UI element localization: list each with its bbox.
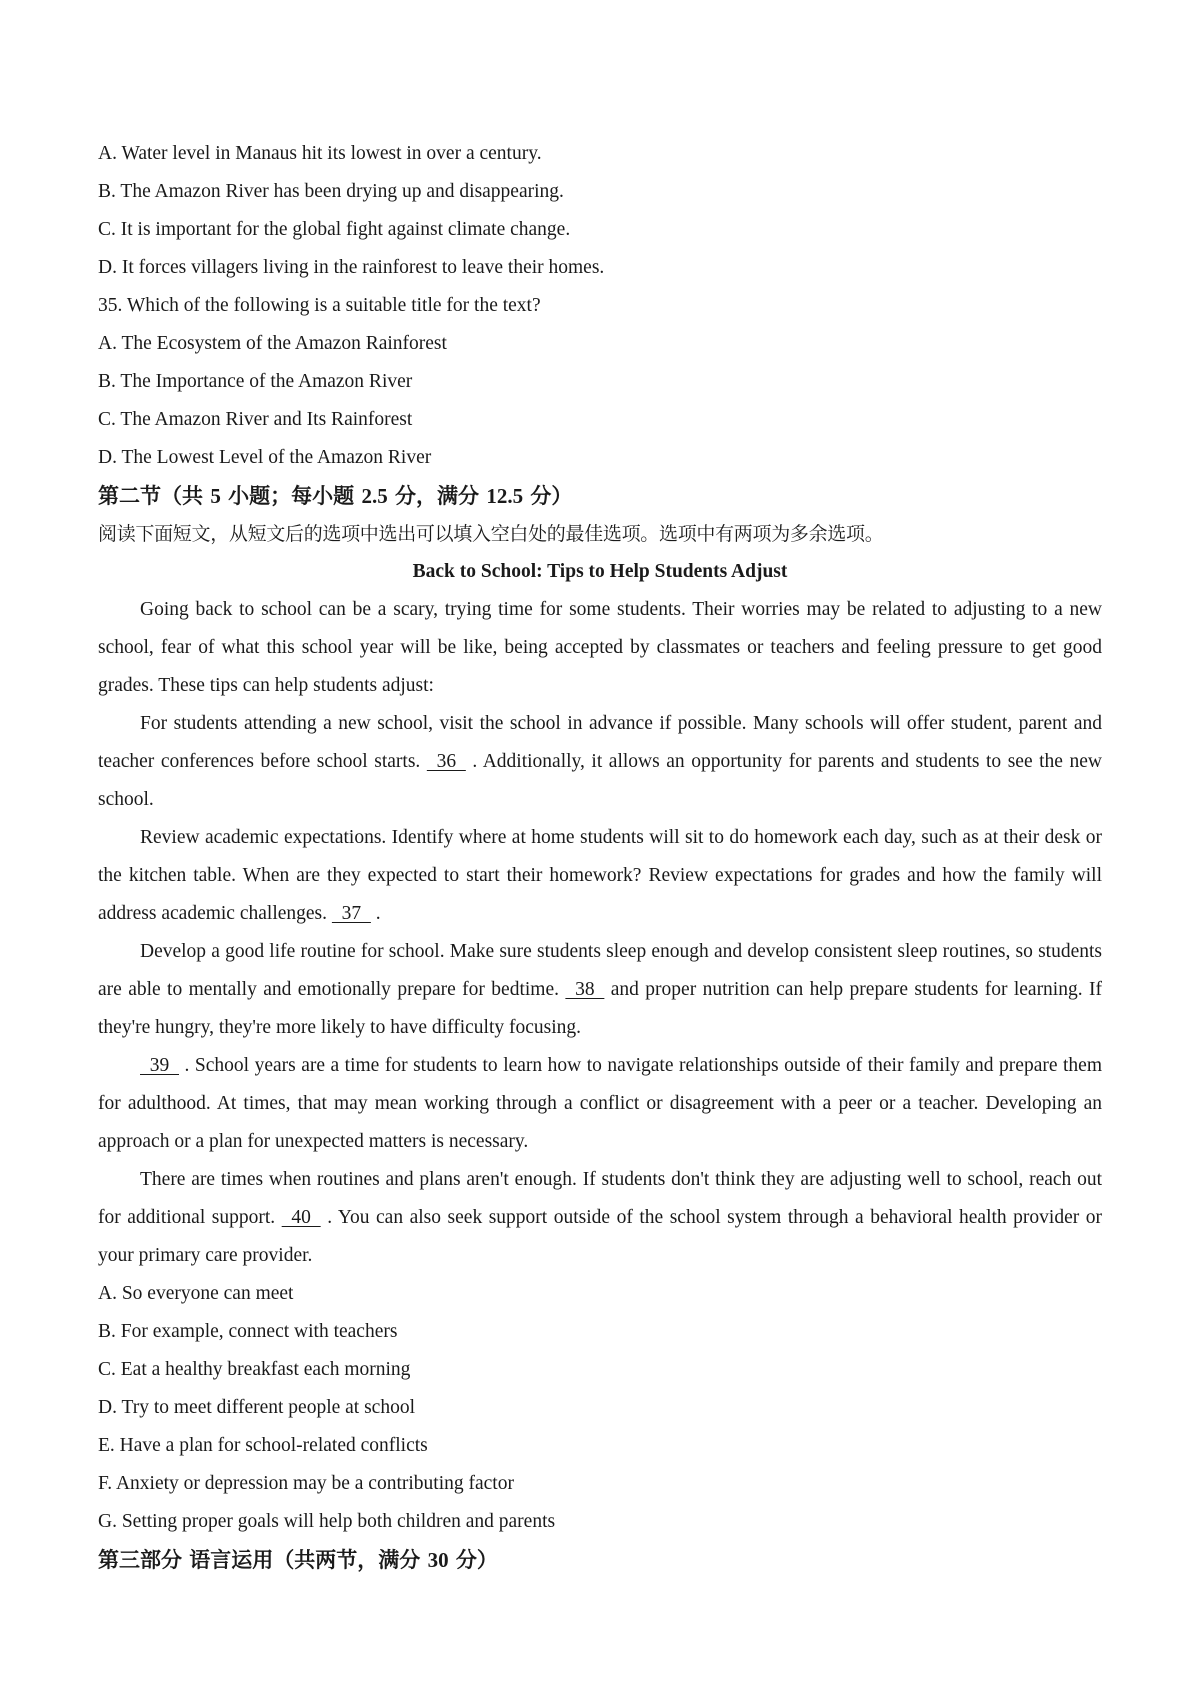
q35-option-b: B. The Importance of the Amazon River [98, 371, 413, 392]
passage-paragraph-2: For students attending a new school, visit the school in advance if possible. Many schools will offer student, parent and teacher conferences before school starts. 36 . Additionally, it allows an opportunity for parents and students to see the new school. [98, 713, 1102, 810]
blank-37: 37 [331, 903, 371, 924]
choice-f: F. Anxiety or depression may be a contributing factor [98, 1473, 514, 1494]
blank-39: 39 [140, 1055, 179, 1076]
q35-option-d: D. The Lowest Level of the Amazon River [98, 447, 432, 468]
blank-36: 36 [426, 751, 466, 772]
q35-option-c: C. The Amazon River and Its Rainforest [98, 409, 413, 430]
q35-option-a: A. The Ecosystem of the Amazon Rainforest [98, 333, 447, 354]
passage-paragraph-4: Develop a good life routine for school. Make sure students sleep enough and develop consistent sleep routines, so students are able to mentally and emotionally prepare for bedtime. 38 and proper nutrition can help prepare students for learning. If they're hungry, they're more likely to have difficulty focusing. [98, 941, 1102, 1038]
q35-question: 35. Which of the following is a suitable title for the text? [98, 295, 541, 316]
q34-option-a: A. Water level in Manaus hit its lowest in over a century. [98, 143, 542, 164]
choice-d: D. Try to meet different people at school [98, 1397, 415, 1418]
blank-38: 38 [565, 979, 605, 1000]
choice-b: B. For example, connect with teachers [98, 1321, 398, 1342]
q34-option-c: C. It is important for the global fight against climate change. [98, 219, 571, 240]
passage-paragraph-6: There are times when routines and plans aren't enough. If students don't think they are adjusting well to school, reach out for additional support. 40 . You can also seek support outside of the school system through a behavioral health provider or your primary care provider. [98, 1169, 1103, 1266]
choice-e: E. Have a plan for school-related conflicts [98, 1435, 428, 1456]
q34-option-b: B. The Amazon River has been drying up and disappearing. [98, 181, 564, 202]
section2-heading: 第二节（共 5 小题；每小题 2.5 分，满分 12.5 分） [98, 483, 573, 508]
part3-heading: 第三部分 语言运用（共两节，满分 30 分） [98, 1547, 498, 1572]
choice-g: G. Setting proper goals will help both children and parents [98, 1511, 556, 1532]
section2-instruction: 阅读下面短文，从短文后的选项中选出可以填入空白处的最佳选项。选项中有两项为多余选项。 [98, 523, 884, 545]
q34-option-d: D. It forces villagers living in the rainforest to leave their homes. [98, 257, 605, 278]
passage-paragraph-1: Going back to school can be a scary, trying time for some students. Their worries may be related to adjusting to a new school, fear of what this school year will be like, being accepted by classmates or teachers and feeling pressure to get good grades. These tips can help students adjust: [98, 599, 1102, 696]
passage-title: Back to School: Tips to Help Students Adjust [412, 561, 788, 582]
passage-paragraph-5: 39 . School years are a time for students to learn how to navigate relationships outside of their family and prepare them for adulthood. At times, that may mean working through a conflict or disagreement with a peer or a teacher. Developing an approach or a plan for unexpected matters is necessary. [98, 1047, 1102, 1161]
passage-paragraph-3: Review academic expectations. Identify where at home students will sit to do homework each day, such as at their desk or the kitchen table. When are they expected to start their homework? Review expectations for grades and how the family will address academic challenges. 37 . [98, 819, 1102, 933]
blank-40: 40 [281, 1207, 321, 1228]
choice-a: A. So everyone can meet [98, 1283, 294, 1304]
choice-c: C. Eat a healthy breakfast each morning [98, 1359, 411, 1380]
